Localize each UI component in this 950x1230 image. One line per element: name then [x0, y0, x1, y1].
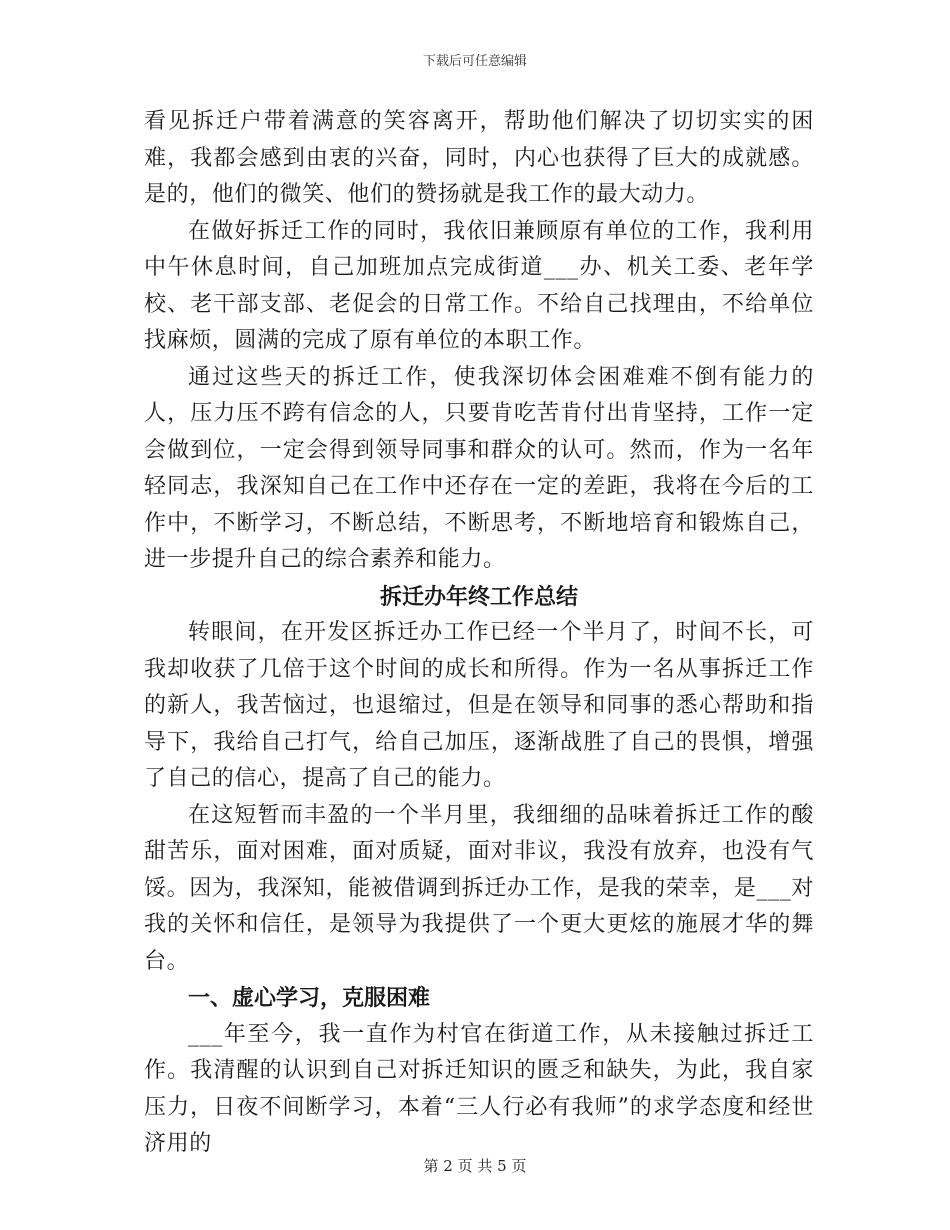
page-header-note: 下载后可任意编辑 [422, 54, 527, 69]
paragraph-intro: 转眼间，在开发区拆迁办工作已经一个半月了，时间不长，可我却收获了几倍于这个时间的成长和所得。作为一名从事拆迁工作的新人，我苦恼过，也退缩过，但是在领导和同事的悉心帮助和指导下，我给自己打气，给自己加压，逐渐战胜了自己的畏惧，增强了自己的信心，提高了自己的能力。 [144, 620, 814, 791]
document-body [144, 104, 814, 1163]
document-title: 拆迁办年终工作总结 [379, 583, 578, 610]
paragraph-continuation: 看见拆迁户带着满意的笑容离开，帮助他们解决了切切实实的困难，我都会感到由衷的兴奋，同时，内心也获得了巨大的成就感。是的，他们的微笑、他们的赞扬就是我工作的最大动力。 [144, 109, 814, 207]
section-heading: 一、虚心学习，克服困难 [188, 985, 431, 1011]
paragraph-learning: ___年至今，我一直作为村官在街道工作，从未接触过拆迁工作。我清醒的认识到自己对拆迁知识的匮乏和缺失，为此，我自家压力，日夜不间断学习，本着“三人行必有我师”的求学态度和经世济用的 [144, 1021, 814, 1156]
page-number: 第 2 页 共 5 页 [423, 1157, 527, 1175]
paragraph-gratitude: 在这短暂而丰盈的一个半月里，我细细的品味着拆迁工作的酸甜苦乐，面对困难，面对质疑，面对非议，我没有放弃，也没有气馁。因为，我深知，能被借调到拆迁办工作，是我的荣幸，是___对我的关怀和信任，是领导为我提供了一个更大更炫的施展才华的舞台。 [144, 802, 814, 974]
paragraph-experience-reflection: 通过这些天的拆迁工作，使我深切体会困难难不倒有能力的人，压力压不跨有信念的人，只要肯吃苦肯付出肯坚持，工作一定会做到位，一定会得到领导同事和群众的认可。然而，作为一名年轻同志，我深知自己在工作中还存在一定的差距，我将在今后的工作中，不断学习，不断总结，不断思考，不断地培育和锻炼自己，进一步提升自己的综合素养和能力。 [144, 364, 814, 572]
paragraph-original-unit-work: 在做好拆迁工作的同时，我依旧兼顾原有单位的工作，我利用中午休息时间，自己加班加点完成街道___办、机关工委、老年学校、老干部支部、老促会的日常工作。不给自己找理由，不给单位找麻烦，圆满的完成了原有单位的本职工作。 [144, 218, 814, 353]
